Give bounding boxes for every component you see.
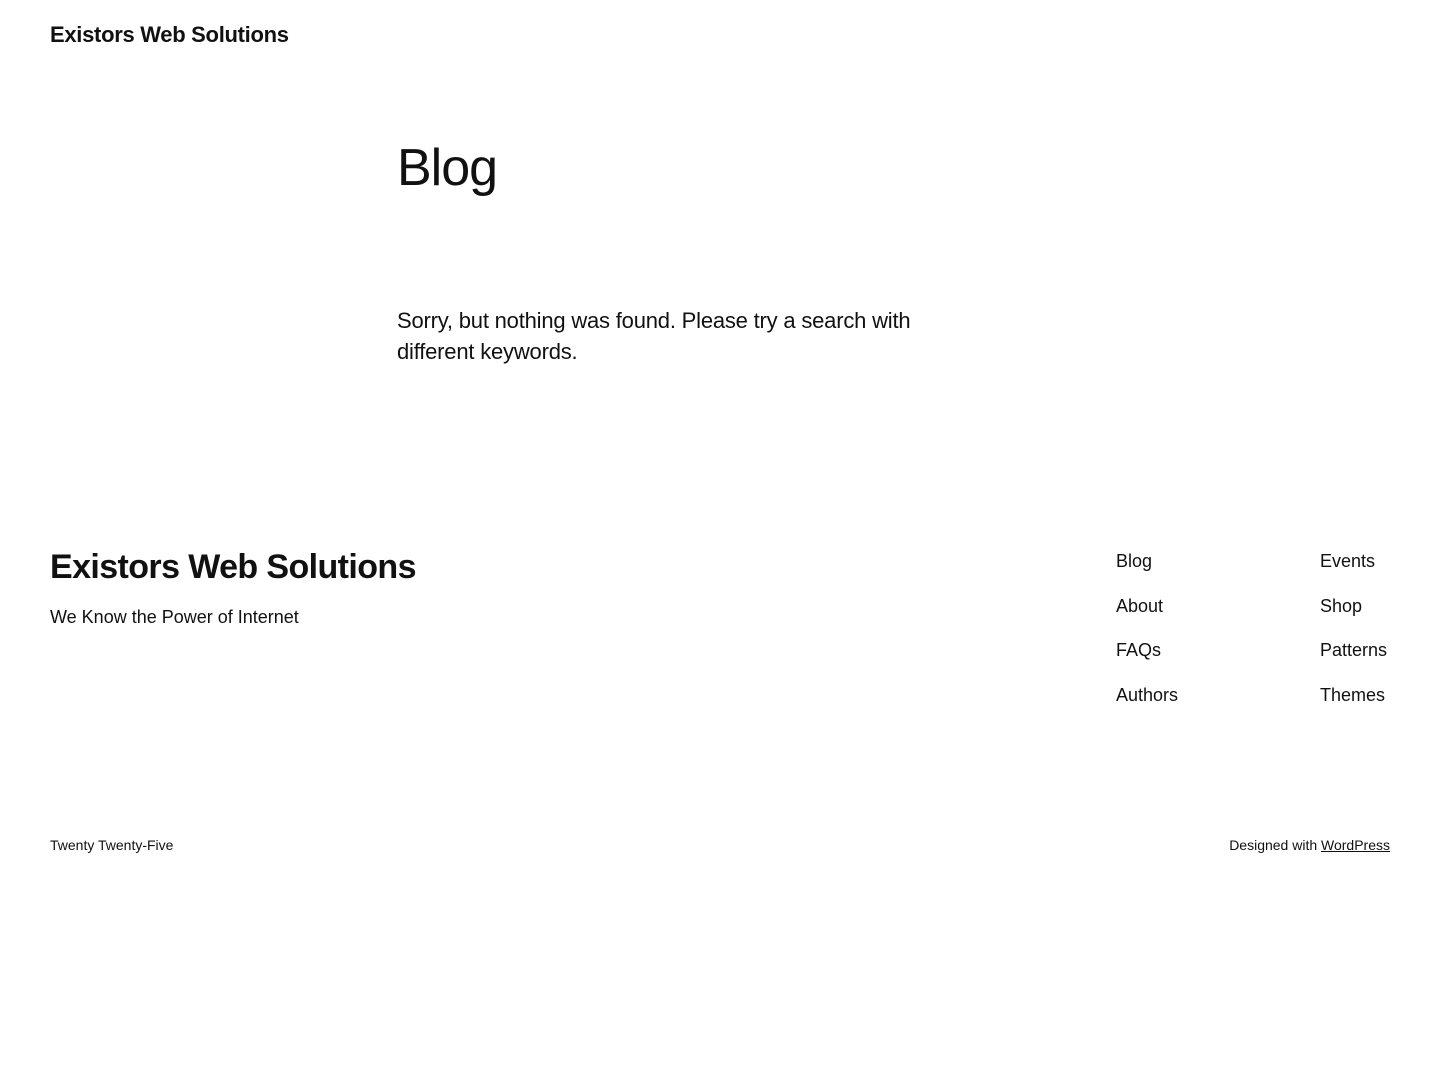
footer-link-patterns[interactable]: Patterns xyxy=(1320,640,1388,660)
wordpress-link[interactable]: WordPress xyxy=(1321,837,1390,853)
footer-tagline: We Know the Power of Internet xyxy=(50,607,299,627)
footer-link-faqs[interactable]: FAQs xyxy=(1116,640,1162,660)
designed-with-credit xyxy=(1229,835,1390,855)
footer-link-events[interactable]: Events xyxy=(1320,551,1376,571)
site-title-link[interactable]: Existors Web Solutions xyxy=(50,22,289,47)
footer-link-shop[interactable]: Shop xyxy=(1320,595,1363,616)
page-title: Blog xyxy=(397,139,498,197)
footer-nav-column-1 xyxy=(1116,548,1178,726)
footer-link-themes[interactable]: Themes xyxy=(1320,684,1386,705)
no-results-message: Sorry, but nothing was found. Please try a search with different keywords. xyxy=(397,308,911,364)
credit-prefix: Designed with xyxy=(1229,837,1322,853)
footer-nav-column-2 xyxy=(1320,548,1387,726)
theme-credit: Twenty Twenty-Five xyxy=(50,837,174,853)
footer-link-authors[interactable]: Authors xyxy=(1116,684,1179,705)
footer-link-blog[interactable]: Blog xyxy=(1116,551,1153,571)
footer-link-about[interactable]: About xyxy=(1116,595,1164,616)
footer-site-title-link[interactable]: Existors Web Solutions xyxy=(50,548,416,586)
